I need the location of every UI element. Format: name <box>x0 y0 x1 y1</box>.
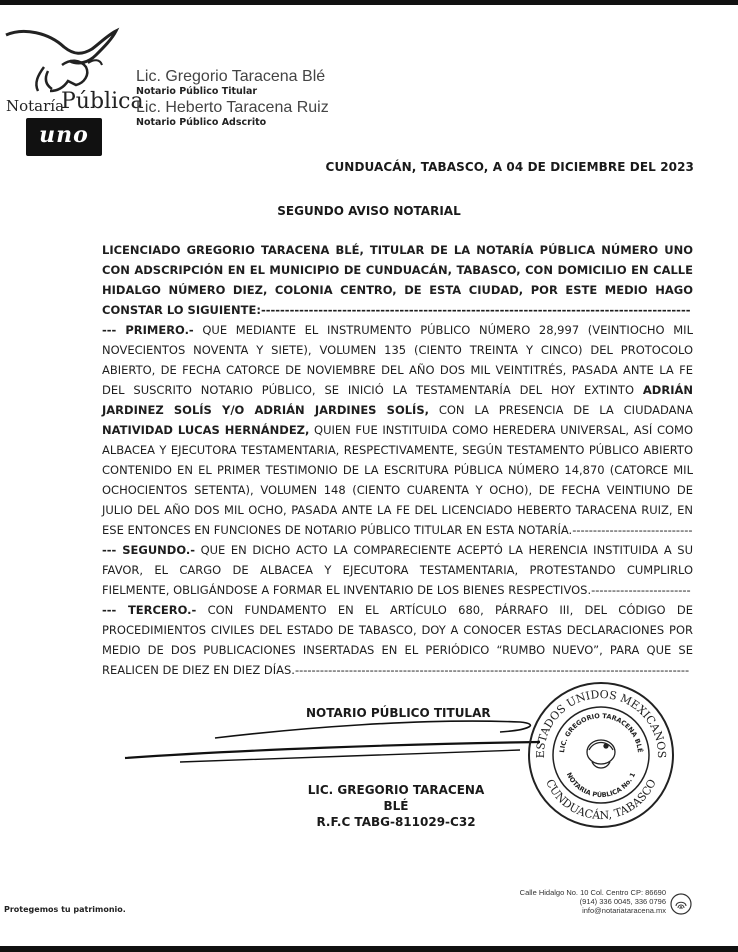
dash-fill: ------------------------ <box>591 583 691 597</box>
notary-logo <box>4 25 144 160</box>
fingerprint-icon <box>670 893 692 915</box>
clause-segundo-text: QUE EN DICHO ACTO LA COMPARECIENTE ACEPTÓ LA HERENCIA INSTITUIDA A SU FAVOR, EL CARGO DE ALBACEA Y EJECUTORA TESTAMENTARIA, PROTESTANDO CUMPLIRLO FIELMENTE, OBLIGÁNDOSE A FORMAR EL INVENTARIO DE LOS BIENES RESPECTIVOS. <box>102 543 693 597</box>
clause-primero-text-2: CON LA PRESENCIA DE LA CIUDADANA <box>429 403 694 417</box>
notice-body <box>102 240 693 680</box>
footer-slogan: Protegemos tu patrimonio. <box>4 905 126 914</box>
notary-2-name: Lic. Heberto Taracena Ruiz <box>136 99 329 116</box>
clause-primero-text-1: QUE MEDIANTE EL INSTRUMENTO PÚBLICO NÚMERO 28,997 (VEINTIOCHO MIL NOVECIENTOS NOVENTA Y SIETE), VOLUMEN 135 (CIENTO TREINTA Y CINCO) DEL PROTOCOLO ABIERTO, DE FECHA CATORCE DE NOVIEMBRE DEL AÑO DOS MIL VEINTITRÉS, PASADA ANTE LA FE DEL SUSCRITO NOTARIO PÚBLICO, SE INICIÓ LA TESTAMENTARÍA DEL HOY EXTINTO <box>102 323 693 397</box>
notary-1-role: Notario Público Titular <box>136 86 258 97</box>
signature-name-block <box>296 782 496 830</box>
clause-primero <box>102 320 693 540</box>
signature-title: NOTARIO PÚBLICO TITULAR <box>306 706 491 720</box>
logo-badge-text: uno <box>39 122 89 148</box>
logo-badge <box>26 118 102 156</box>
seal-outer-bottom-text: CUNDUACÁN, TABASCO <box>543 777 659 823</box>
signer-rfc: R.F.C TABG-811029-C32 <box>316 815 476 829</box>
place-and-date: CUNDUACÁN, TABASCO, A 04 DE DICIEMBRE DEL 2023 <box>325 160 694 174</box>
deceased-name: ADRIÁN JARDINEZ SOLÍS Y/O ADRIÁN JARDINES SOLÍS, <box>102 383 693 417</box>
dash-fill: ----------------------------------------------------------------------------------------------- <box>294 663 690 677</box>
footer-address: Calle Hidalgo No. 10 Col. Centro CP: 86690 <box>519 888 666 897</box>
clause-tercero <box>102 600 693 680</box>
clause-tercero-label: --- TERCERO.- <box>102 603 197 617</box>
top-border <box>0 0 738 5</box>
seal-inner-bottom-text: NOTARIA PÚBLICA No. 1 <box>564 771 638 800</box>
intro-text: LICENCIADO GREGORIO TARACENA BLÉ, TITULAR DE LA NOTARÍA PÚBLICA NÚMERO UNO CON ADSCRIPCIÓN EN EL MUNICIPIO DE CUNDUACÁN, TABASCO, CON DOMICILIO EN CALLE HIDALGO NÚMERO DIEZ, COLONIA CENTRO, DE ESTA CIUDAD, POR ESTE MEDIO HAGO CONSTAR LO SIGUIENTE: <box>102 243 693 317</box>
seal-inner-top-text: LIC. GREGORIO TARACENA BLÉ <box>558 711 644 754</box>
seal-outer-top-text: ESTADOS UNIDOS MEXICANOS <box>533 687 669 759</box>
clause-segundo-label: --- SEGUNDO.- <box>102 543 195 557</box>
clause-primero-text-3: QUIEN FUE INSTITUIDA COMO HEREDERA UNIVERSAL, ASÍ COMO ALBACEA Y EJECUTORA TESTAMENTARIA, RESPECTIVAMENTE, SEGÚN TESTAMENTO PÚBLICO ABIERTO CONTENIDO EN EL PRIMER TESTIMONIO DE LA ESCRITURA PÚBLICA NÚMERO 14,870 (CATORCE MIL OCHOCIENTOS SETENTA), VOLUMEN 148 (CIENTO CUARENTA Y OCHO), DE FECHA VEINTIUNO DE JULIO DEL AÑO DOS MIL OCHO, PASADA ANTE LA FE DEL LICENCIADO HEBERTO TARACENA RUIZ, EN ESE ENTONCES EN FUNCIONES DE NOTARIO PÚBLICO TITULAR EN ESTA NOTARÍA. <box>102 423 693 537</box>
logo-word-publica: Pública <box>61 89 144 114</box>
clause-tercero-text: CON FUNDAMENTO EN EL ARTÍCULO 680, PÁRRAFO III, DEL CÓDIGO DE PROCEDIMIENTOS CIVILES DEL ESTADO DE TABASCO, DOY A CONOCER ESTAS DECLARACIONES POR MEDIO DE DOS PUBLICACIONES INSERTADAS EN EL PERIÓDICO “RUMBO NUEVO”, PARA QUE SE REALICEN DE DIEZ EN DIEZ DÍAS. <box>102 603 693 677</box>
intro-paragraph <box>102 240 693 320</box>
footer-contact <box>520 888 666 915</box>
document-title: SEGUNDO AVISO NOTARIAL <box>277 204 461 218</box>
dash-fill: ------------------------------------------------------------------------------------------ <box>260 303 691 317</box>
footer-email: info@notariataracena.mx <box>582 906 666 915</box>
national-emblem-icon <box>587 740 615 768</box>
notary-1-name: Lic. Gregorio Taracena Blé <box>136 68 326 85</box>
clause-primero-label: --- PRIMERO.- <box>102 323 194 337</box>
footer-phones: (914) 336 0045, 336 0796 <box>579 897 666 906</box>
heir-name: NATIVIDAD LUCAS HERNÁNDEZ, <box>102 423 310 437</box>
clause-segundo <box>102 540 693 600</box>
notary-2-role: Notario Público Adscrito <box>136 117 267 128</box>
signer-name: LIC. GREGORIO TARACENA BLÉ <box>307 783 485 813</box>
bottom-border <box>0 946 738 952</box>
dash-fill: ----------------------------- <box>572 523 693 537</box>
notary-names <box>136 68 329 130</box>
logo-word-notaria: Notaría <box>6 97 65 115</box>
notary-seal <box>526 680 676 830</box>
